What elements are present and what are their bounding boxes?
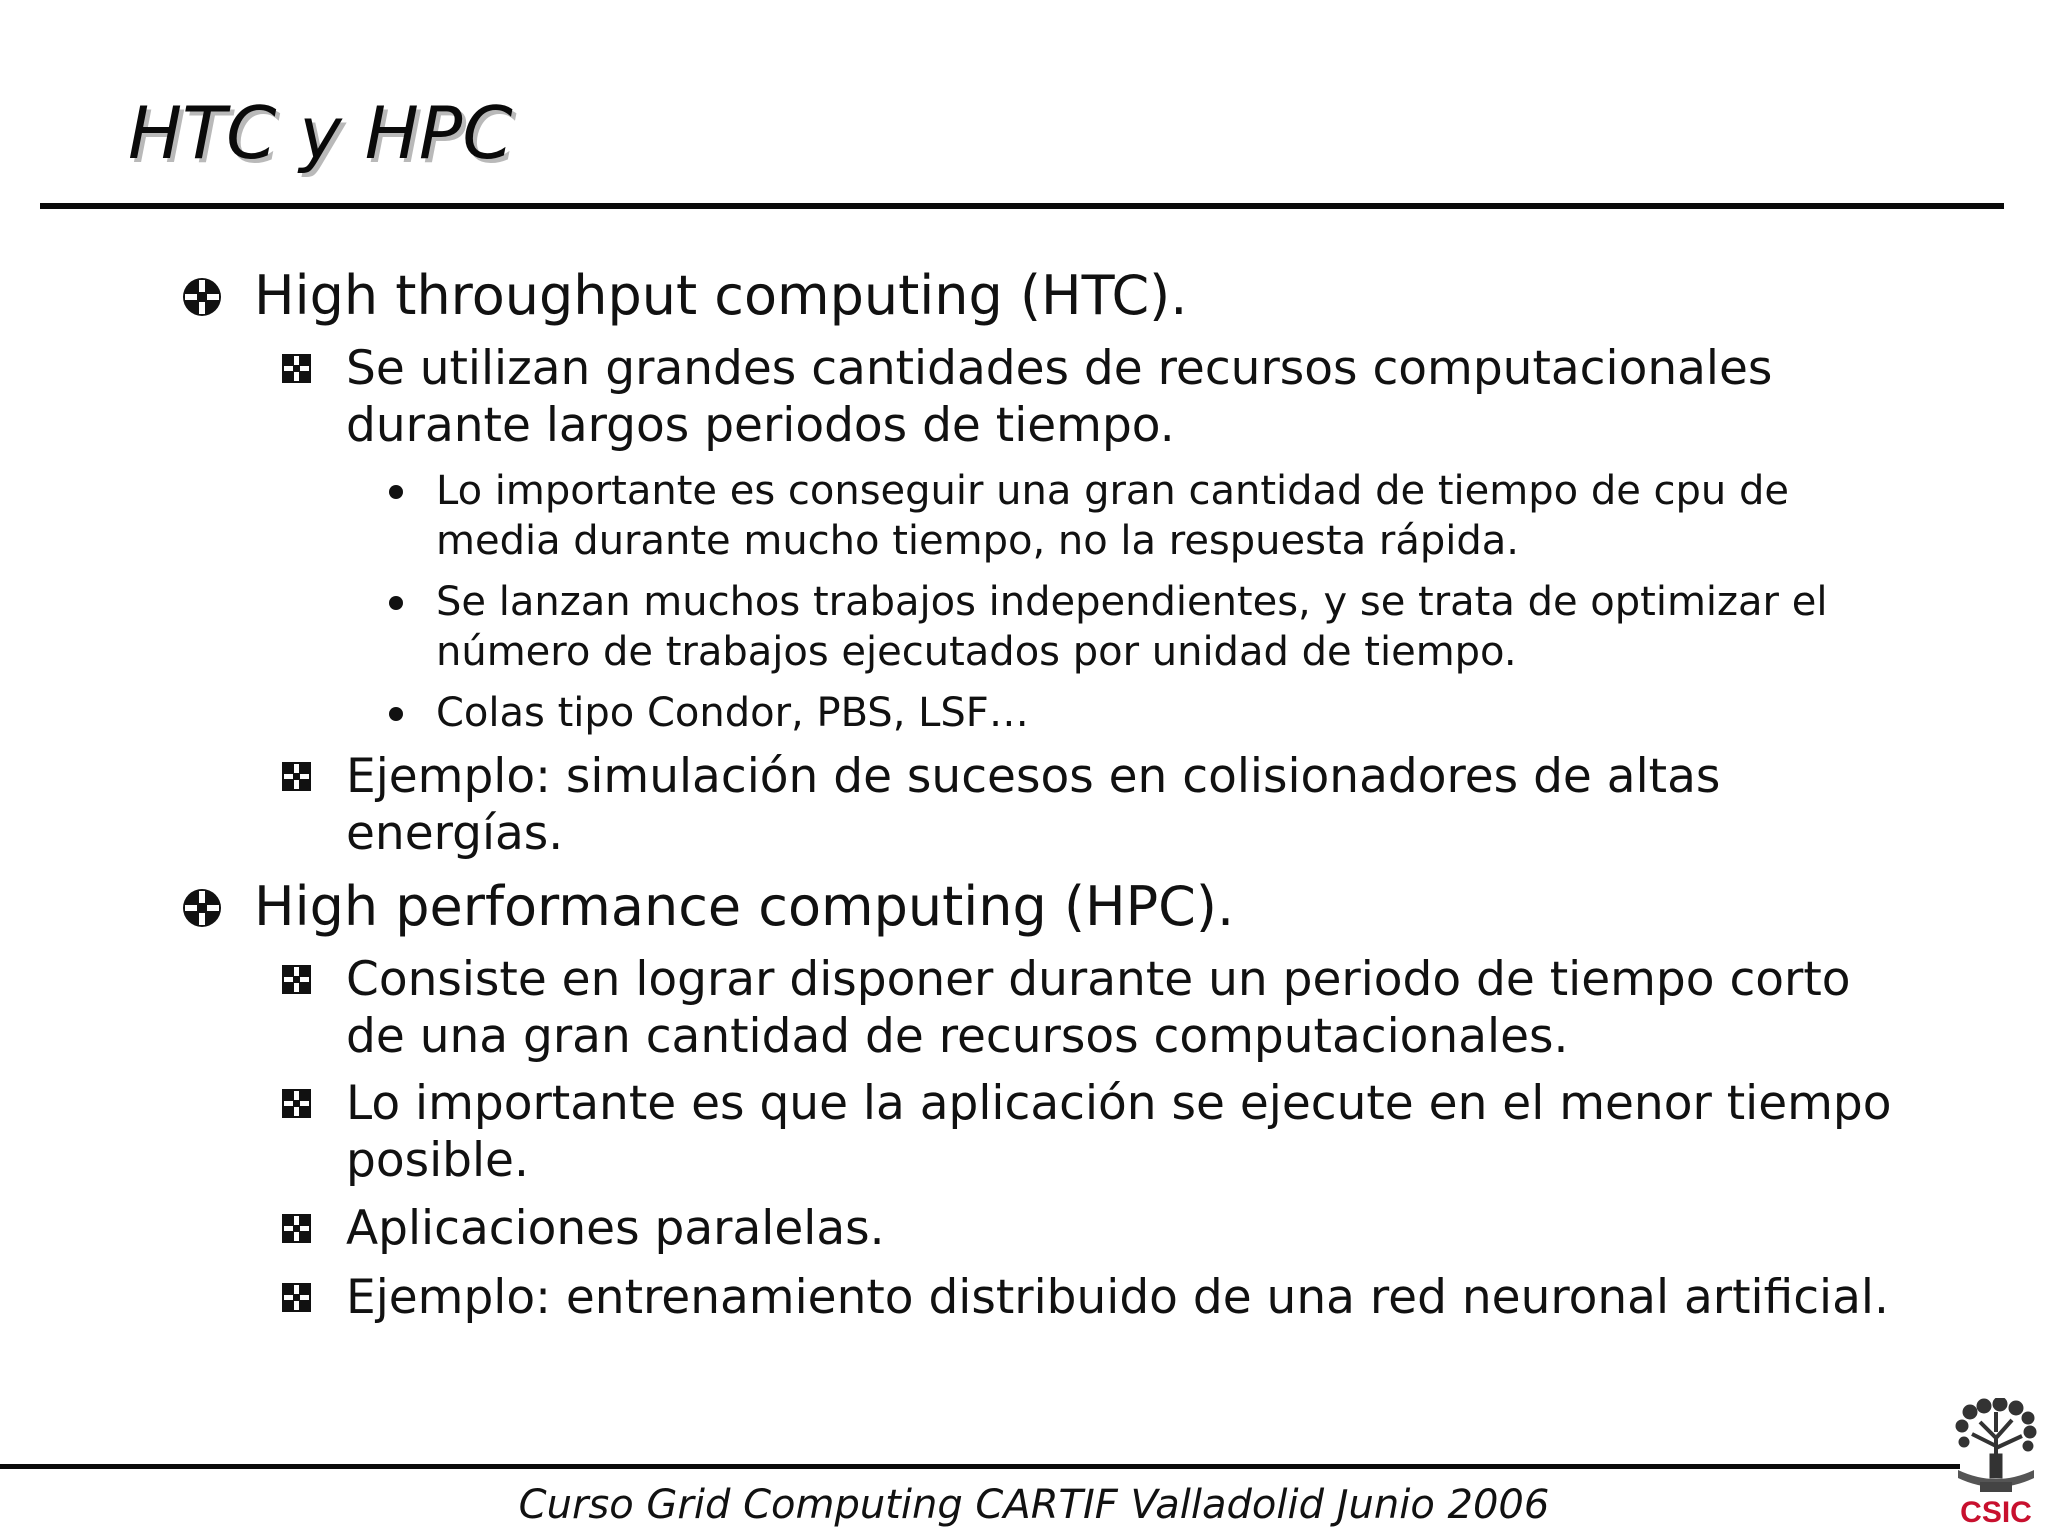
sub-bullet-icon [281,1282,312,1313]
dot-bullet-icon [389,707,403,721]
hpc-item-parallel: Aplicaciones paralelas. [346,1201,885,1256]
section-bullet-icon [182,888,222,928]
htc-subitem-queues: Colas tipo Condor, PBS, LSF… [436,690,1029,736]
csic-logo-text: CSIC [1960,1496,2032,1529]
footer-divider [0,1464,1960,1469]
sub-bullet-icon [281,1213,312,1244]
section-heading-htc: High throughput computing (HTC). [254,264,1188,327]
hpc-item-resources: Consiste en lograr disponer durante un periodo de tiempo corto de una gran cantidad de recursos computacionales. [346,952,1851,1064]
htc-subitem-jobs: Se lanzan muchos trabajos independientes, y se trata de optimizar el número de trabajos ejecutados por unidad de tiempo. [436,579,1828,675]
section-bullet-icon [182,277,222,317]
slide-title: HTC y HPC [128,91,513,175]
htc-item-resources: Se utilizan grandes cantidades de recursos computacionales durante largos periodos de tiempo. [346,341,1773,453]
dot-bullet-icon [389,485,403,499]
footer-label: Curso Grid Computing CARTIF Valladolid Junio 2006 [518,1482,1550,1528]
sub-bullet-icon [281,761,312,792]
csic-logo [1950,1398,2042,1532]
sub-bullet-icon [281,964,312,995]
csic-tree-logo-icon [1950,1398,2042,1498]
sub-bullet-icon [281,1088,312,1119]
footer-text [0,1480,2048,1530]
htc-subitem-cpu: Lo importante es conseguir una gran cantidad de tiempo de cpu de media durante mucho tiempo, no la respuesta rápida. [436,468,1789,564]
sub-bullet-icon [281,353,312,384]
section-heading-hpc: High performance computing (HPC). [254,875,1235,938]
hpc-item-time: Lo importante es que la aplicación se ejecute en el menor tiempo posible. [346,1076,1892,1188]
title-divider [40,203,2004,209]
htc-item-example: Ejemplo: simulación de sucesos en colisionadores de altas energías. [346,749,1721,861]
hpc-item-example: Ejemplo: entrenamiento distribuido de una red neuronal artificial. [346,1270,1889,1325]
dot-bullet-icon [389,596,403,610]
